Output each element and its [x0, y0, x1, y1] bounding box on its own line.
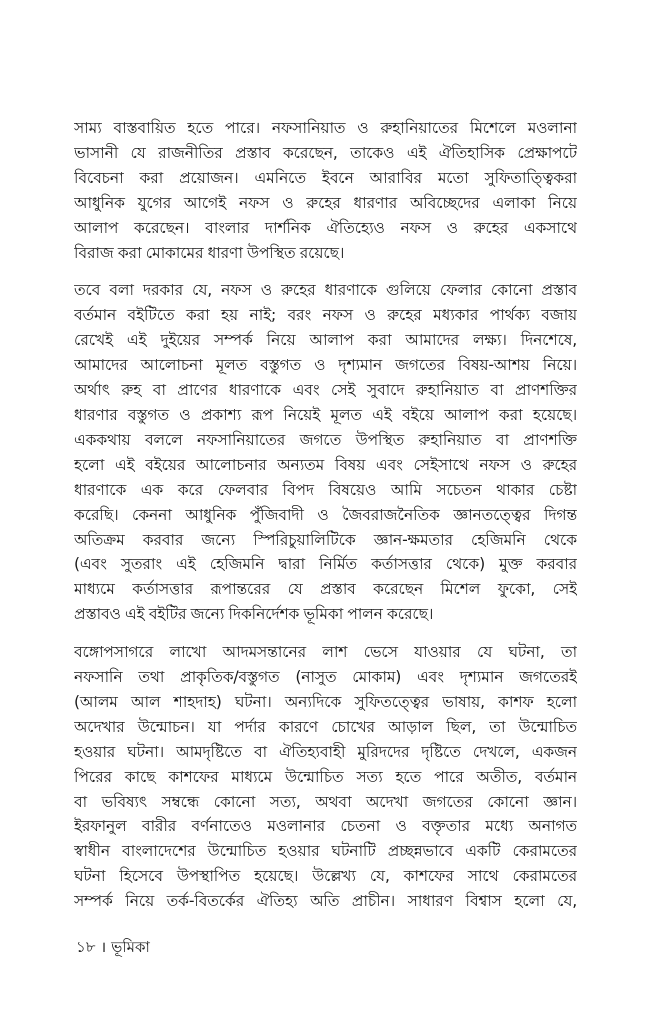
- text-line: সাম্য বাস্তবায়িত হতে পারে। নফসানিয়াত ও রুহানিয়াতের মিশেলে মওলানা: [74, 119, 577, 137]
- page-number: ১৮: [76, 938, 96, 956]
- text-line: ঘটনা হিসেবে উপস্থাপিত হয়েছে। উল্লেখ্য যে, কাশফের সাথে কেরামতের: [74, 867, 577, 886]
- text-line: ইরফানুল বারীর বর্ণনাতেও মওলানার চেতনা ও বক্তৃতার মধ্যে অনাগত: [74, 817, 577, 836]
- text-line: বা ভবিষ্যৎ সম্বন্ধে কোনো সত্য, অথবা অদেখা জগতের কোনো জ্ঞান।: [74, 792, 577, 811]
- page-body: [74, 116, 577, 927]
- text-line: (আলম আল শাহদাহ) ঘটনা। অন্যদিকে সুফিতত্ত্বের ভাষায়, কাশফ হলো: [74, 692, 577, 711]
- text-line: বর্তমান বইটিতে করা হয় নাই; বরং নফস ও রুহের মধ্যকার পার্থক্য বজায়: [74, 306, 577, 325]
- text-line: হলো এই বইয়ের আলোচনার অন্যতম বিষয় এবং সেইসাথে নফস ও রুহের: [74, 455, 577, 474]
- text-line: অর্থাৎ রুহ বা প্রাণের ধারণাকে এবং সেই সুবাদে রুহানিয়াত বা প্রাণশক্তির: [74, 381, 577, 400]
- text-line: তবে বলা দরকার যে, নফস ও রুহের ধারণাকে গুলিয়ে ফেলার কোনো প্রস্তাব: [74, 281, 577, 300]
- text-line: আধুনিক যুগের আগেই নফস ও রুহের ধারণার অবিচ্ছেদের এলাকা নিয়ে: [74, 193, 577, 212]
- text-line: করেছি। কেননা আধুনিক পুঁজিবাদী ও জৈবরাজনৈতিক জ্ঞানতত্ত্বের দিগন্ত: [74, 505, 577, 524]
- text-line: আলাপ করেছেন। বাংলার দার্শনিক ঐতিহ্যেও নফস ও রুহের একসাথে: [74, 218, 577, 237]
- text-line: আমাদের আলোচনা মূলত বস্তুগত ও দৃশ্যমান জগতের বিষয়-আশয় নিয়ে।: [74, 356, 577, 375]
- text-line: ধারণার বস্তুগত ও প্রকাশ্য রূপ নিয়েই মূলত এই বইয়ে আলাপ করা হয়েছে।: [74, 405, 577, 424]
- text-line: হওয়ার ঘটনা। আমদৃষ্টিতে বা ঐতিহ্যবাহী মুরিদদের দৃষ্টিতে দেখলে, একজন: [74, 742, 577, 761]
- text-line: বঙ্গোপসাগরে লাখো আদমসন্তানের লাশ ভেসে যাওয়ার যে ঘটনা, তা: [74, 643, 577, 662]
- text-line: মাধ্যমে কর্তাসত্তার রূপান্তরের যে প্রস্তাব করেছেন মিশেল ফুকো, সেই: [74, 580, 577, 599]
- text-line: পিরের কাছে কাশফের মাধ্যমে উন্মোচিত সত্য হতে পারে অতীত, বর্তমান: [74, 767, 577, 786]
- section-title: ভূমিকা: [111, 938, 150, 956]
- text-line: ভাসানী যে রাজনীতির প্রস্তাব করেছেন, তাকেও এই ঐতিহাসিক প্রেক্ষাপটে: [74, 143, 577, 162]
- footer-separator: ।: [100, 938, 107, 956]
- text-line: স্বাধীন বাংলাদেশের উন্মোচিত হওয়ার ঘটনাটি প্রচ্ছন্নভাবে একটি কেরামতের: [74, 842, 577, 861]
- text-line: ধারণাকে এক করে ফেলবার বিপদ বিষয়েও আমি সচেতন থাকার চেষ্টা: [74, 480, 577, 499]
- text-line: সম্পর্ক নিয়ে তর্ক-বিতর্কের ঐতিহ্য অতি প্রাচীন। সাধারণ বিশ্বাস হলো যে,: [74, 892, 577, 911]
- text-line: বিরাজ করা মোকামের ধারণা উপস্থিত রয়েছে।: [74, 243, 345, 262]
- page-footer: [76, 937, 150, 957]
- text-line: (এবং সুতরাং এই হেজিমনি দ্বারা নির্মিত কর্তাসত্তার থেকে) মুক্ত করবার: [74, 555, 577, 574]
- paragraph-3: [74, 640, 577, 914]
- text-line: অতিক্রম করবার জন্যে স্পিরিচুয়ালিটিকে জ্ঞান-ক্ষমতার হেজিমনি থেকে: [74, 530, 577, 549]
- text-line: বিবেচনা করা প্রয়োজন। এমনিতে ইবনে আরাবির মতো সুফিতাত্ত্বিকরা: [74, 168, 577, 187]
- text-line: অদেখার উন্মোচন। যা পর্দার কারণে চোখের আড়াল ছিল, তা উন্মোচিত: [74, 717, 577, 736]
- text-line: প্রস্তাবও এই বইটির জন্যে দিকনির্দেশক ভূমিকা পালন করেছে।: [74, 605, 434, 624]
- paragraph-2: [74, 278, 577, 627]
- text-line: রেখেই এই দুইয়ের সম্পর্ক নিয়ে আলাপ করা আমাদের লক্ষ্য। দিনশেষে,: [74, 331, 577, 350]
- text-line: নফসানি তথা প্রাকৃতিক/বস্তুগত (নাসুত মোকাম) এবং দৃশ্যমান জগতেরই: [74, 668, 577, 687]
- paragraph-1: [74, 116, 577, 265]
- text-line: এককথায় বললে নফসানিয়াতের জগতে উপস্থিত রুহানিয়াত বা প্রাণশক্তি: [74, 430, 577, 449]
